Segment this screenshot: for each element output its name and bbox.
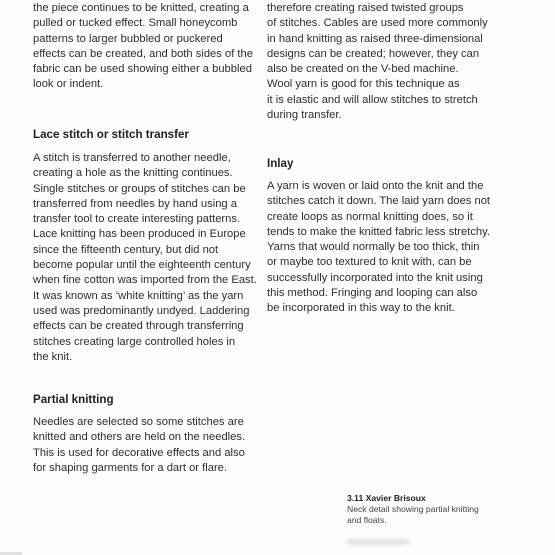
text-line: fabric can be used showing either a bubbled bbox=[33, 63, 252, 76]
text-line: used was predominantly undyed. Laddering bbox=[33, 304, 250, 317]
text-line: Lace knitting has been produced in Europe bbox=[33, 228, 246, 241]
text-line: Yarns that would normally be too thick, thin bbox=[267, 241, 480, 254]
text-line: Single stitches or groups of stitches can be bbox=[33, 182, 246, 195]
text-line: pulled or tucked effect. Small honeycomb bbox=[33, 17, 238, 30]
text-line: transferred from needles by hand using a bbox=[33, 197, 237, 210]
text-line: stitches creating large controlled holes in bbox=[33, 335, 236, 348]
caption-text bbox=[347, 504, 527, 526]
text-line: it is elastic and will allow stitches to stretch bbox=[267, 93, 478, 106]
text-line: for shaping garments for a dart or flare. bbox=[33, 461, 228, 474]
lace-stitch-paragraph bbox=[33, 151, 257, 365]
text-line: It was known as ‘white knitting’ as the yarn bbox=[33, 289, 244, 302]
text-line: the piece continues to be knitted, creating a bbox=[33, 2, 249, 14]
text-line: when fine cotton was imported from the East. bbox=[33, 274, 257, 287]
text-line: also be created on the V-bed machine. bbox=[267, 63, 459, 76]
text-line: look or indent. bbox=[33, 78, 104, 91]
right-intro-paragraph bbox=[267, 1, 507, 123]
text-line: Needles are selected so some stitches are bbox=[33, 416, 244, 428]
text-line: A yarn is woven or laid onto the knit and the bbox=[267, 180, 484, 192]
text-line: during transfer. bbox=[267, 109, 342, 122]
text-line: creating a hole as the knitting continues. bbox=[33, 167, 233, 180]
text-line: effects can be created, and both sides of the bbox=[33, 47, 253, 60]
text-line: designs can be created; however, they can bbox=[267, 47, 480, 60]
text-line: become popular until the eighteenth century bbox=[33, 259, 251, 272]
text-line: Wool yarn is good for this technique as bbox=[267, 78, 460, 91]
text-line: since the fifteenth century, but did not bbox=[33, 243, 219, 256]
text-line: patterns to larger bubbled or puckered bbox=[33, 32, 223, 45]
text-line: or maybe too textured to knit with, can be bbox=[267, 256, 472, 269]
text-line: knitted and others are held on the needles. bbox=[33, 431, 246, 444]
caption-line: Neck detail showing partial knitting bbox=[347, 504, 479, 514]
caption-title: 3.11 Xavier Brisoux bbox=[347, 493, 426, 503]
text-line: This is used for decorative effects and also bbox=[33, 446, 245, 459]
text-line: transfer tool to create interesting patterns. bbox=[33, 213, 241, 226]
text-line: in hand knitting as raised three-dimensional bbox=[267, 32, 483, 45]
text-line: this method. Fringing and looping can also bbox=[267, 287, 478, 300]
text-line: stitches catch it down. The laid yarn does not bbox=[267, 195, 491, 208]
figure-caption bbox=[347, 493, 527, 526]
partial-knitting-paragraph bbox=[33, 415, 251, 476]
partial-knitting-heading: Partial knitting bbox=[33, 393, 114, 406]
text-line: A stitch is transferred to another needle, bbox=[33, 152, 231, 164]
text-line: tends to make the knitted fabric less stretchy. bbox=[267, 225, 491, 238]
text-line: create loops as normal knitting does, so it bbox=[267, 210, 473, 223]
inlay-heading: Inlay bbox=[267, 157, 294, 170]
inlay-paragraph bbox=[267, 179, 507, 317]
text-line: successfully incorporated into the knit using bbox=[267, 271, 483, 284]
text-line: of stitches. Cables are used more commonly bbox=[267, 17, 488, 30]
text-line: effects can be created through transferring bbox=[33, 320, 244, 333]
caption-line: and floats. bbox=[347, 515, 387, 525]
bleed-through-text bbox=[347, 540, 427, 550]
lace-stitch-heading: Lace stitch or stitch transfer bbox=[33, 128, 189, 141]
text-line: the knit. bbox=[33, 350, 73, 363]
text-line: therefore creating raised twisted groups bbox=[267, 2, 464, 14]
left-intro-paragraph bbox=[33, 1, 251, 93]
text-line: be incorporated in this way to the knit. bbox=[267, 302, 455, 315]
